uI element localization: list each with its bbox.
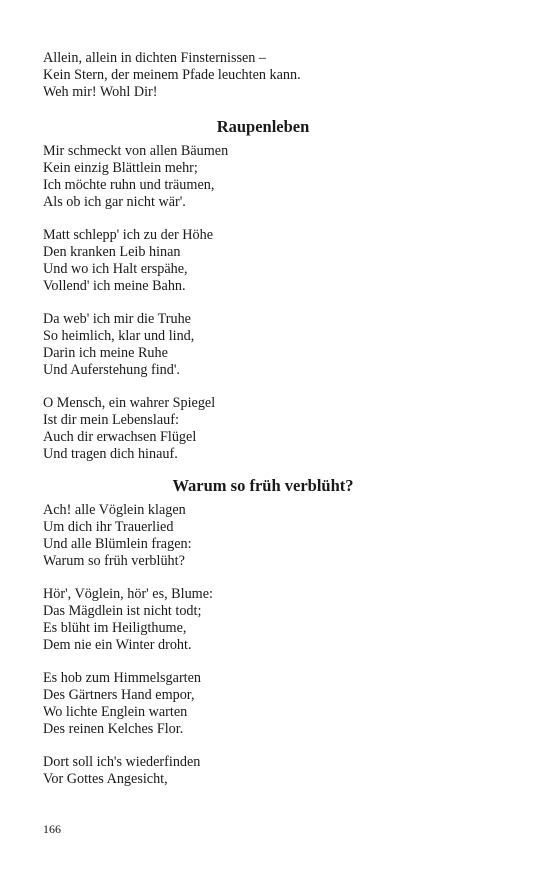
verse-line: Dem nie ein Winter droht. (43, 636, 192, 653)
poem2-stanza-1 (43, 502, 483, 569)
verse-line: Ich möchte ruhn und träumen, (43, 176, 215, 193)
poem2-stanza-4 (43, 754, 483, 788)
poem1-stanza-1 (43, 143, 483, 210)
verse-line: Es hob zum Himmelsgarten (43, 670, 202, 687)
verse-line: Mir schmeckt von allen Bäumen (43, 143, 229, 160)
verse-line: Ist dir mein Lebenslauf: (43, 411, 179, 428)
verse-line: Und Auferstehung find'. (43, 361, 180, 378)
verse-line: Da web' ich mir die Truhe (43, 311, 191, 328)
verse-line: Und tragen dich hinauf. (43, 445, 178, 462)
poem-title-raupenleben: Raupenleben (216, 117, 310, 137)
verse-line: Kein Stern, der meinem Pfade leuchten kann. (43, 66, 301, 83)
poem1-stanza-2 (43, 227, 483, 294)
poem-title-warum-so-frueh-verblueht: Warum so früh verblüht? (172, 476, 354, 496)
verse-line: Und alle Blümlein fragen: (43, 535, 192, 552)
verse-line: Ach! alle Vöglein klagen (43, 502, 186, 519)
verse-line: Den kranken Leib hinan (43, 243, 181, 260)
verse-line: Matt schlepp' ich zu der Höhe (43, 227, 213, 244)
verse-line: Kein einzig Blättlein mehr; (43, 159, 198, 176)
poem2-stanza-2 (43, 586, 483, 653)
verse-line: Vollend' ich meine Bahn. (43, 277, 186, 294)
verse-line: Weh mir! Wohl Dir! (43, 83, 158, 100)
intro-stanza (43, 50, 483, 100)
verse-line: Auch dir erwachsen Flügel (43, 428, 197, 445)
verse-line: Um dich ihr Trauerlied (43, 519, 174, 536)
page-number: 166 (43, 822, 61, 836)
verse-line: Hör', Vöglein, hör' es, Blume: (43, 586, 213, 603)
verse-line: Und wo ich Halt erspähe, (43, 260, 188, 277)
verse-line: So heimlich, klar und lind, (43, 327, 195, 344)
verse-line: Dort soll ich's wiederfinden (43, 754, 201, 771)
verse-line: Vor Gottes Angesicht, (43, 771, 168, 788)
verse-line: Des Gärtners Hand empor, (43, 687, 195, 704)
verse-line: Als ob ich gar nicht wär'. (43, 193, 186, 210)
poem1-stanza-4 (43, 395, 483, 462)
poem1-stanza-3 (43, 311, 483, 378)
verse-line: Warum so früh verblüht? (43, 552, 185, 569)
verse-line: Es blüht im Heiligthume, (43, 619, 187, 636)
verse-line: Allein, allein in dichten Finsternissen – (43, 50, 267, 66)
verse-line: Wo lichte Englein warten (43, 703, 188, 720)
verse-line: Darin ich meine Ruhe (43, 344, 168, 361)
verse-line: Des reinen Kelches Flor. (43, 720, 184, 737)
verse-line: Das Mägdlein ist nicht todt; (43, 603, 202, 620)
book-page (43, 50, 483, 788)
poem2-stanza-3 (43, 670, 483, 737)
verse-line: O Mensch, ein wahrer Spiegel (43, 395, 216, 412)
